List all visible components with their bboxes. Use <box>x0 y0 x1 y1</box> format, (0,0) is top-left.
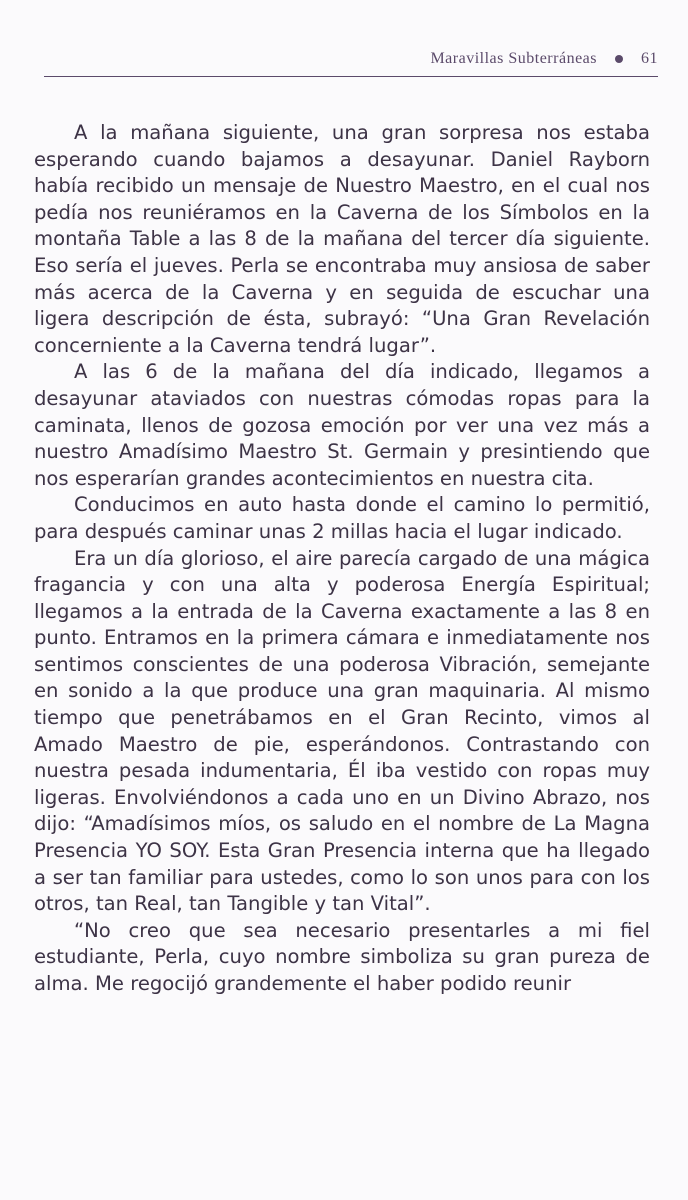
bullet-separator <box>615 55 623 63</box>
page-number: 61 <box>641 50 658 67</box>
paragraph-4: Era un día glorioso, el aire parecía cargado de una mágica fragancia y con una alta y poderosa Energía Espiritual; llegamos a la entrada de la Caverna exactamente a las 8 en punto. Entramos en la primera cámara e inmediatamente nos sentimos conscientes de una poderosa Vibración, semejante en sonido a la que produce una gran maquinaria. Al mismo tiempo que penetrábamos en el Gran Recinto, vimos al Amado Maestro de pie, esperándonos. Contrastando con nuestra pesada indumentaria, Él iba vestido con ropas muy ligeras. Envolviéndonos a cada uno en un Divino Abrazo, nos dijo: “Amadísimos míos, os saludo en el nombre de La Magna Presencia YO SOY. Esta Gran Presencia interna que ha llegado a ser tan familiar para ustedes, como lo son unos para con los otros, tan Real, tan Tangible y tan Vital”. <box>34 546 650 916</box>
paragraph-3: Conducimos en auto hasta donde el camino lo permitió, para después caminar unas 2 millas hacia el lugar indicado. <box>34 493 650 543</box>
paragraph-1: A la mañana siguiente, una gran sorpresa nos estaba esperando cuando bajamos a desayunar. Daniel Rayborn había recibido un mensaje de Nuestro Maestro, en el cual nos pedía nos reuniéramos en la Caverna de los Símbolos en la montaña Table a las 8 de la mañana del tercer día siguiente. Eso sería el jueves. Perla se encontraba muy ansiosa de saber más acerca de la Caverna y en seguida de escuchar una ligera descripción de ésta, subrayó: “Una Gran Revelación concerniente a la Caverna tendrá lugar”. <box>34 121 650 357</box>
running-header <box>44 50 658 72</box>
body-text <box>34 120 650 998</box>
paragraph-2: A las 6 de la mañana del día indicado, llegamos a desayunar ataviados con nuestras cómodas ropas para la caminata, llenos de gozosa emoción por ver una vez más a nuestro Amadísimo Maestro St. Germain y presintiendo que nos esperarían grandes acontecimientos en nuestra cita. <box>34 360 650 490</box>
paragraph-5: “No creo que sea necesario presentarles a mi fiel estudiante, Perla, cuyo nombre simboliza su gran pureza de alma. Me regocijó grandemente el haber podido reunir <box>34 918 650 995</box>
running-title: Maravillas Subterráneas <box>430 50 597 67</box>
header-rule <box>44 76 658 77</box>
